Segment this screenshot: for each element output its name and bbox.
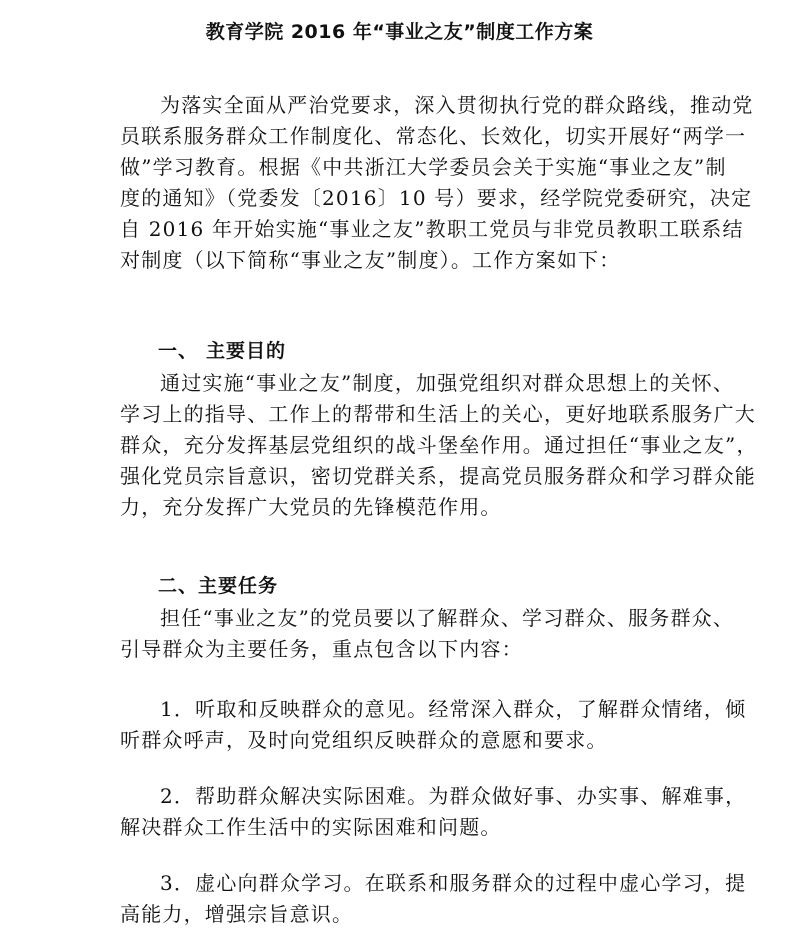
section-1-title: 主要目的 <box>206 340 287 362</box>
intro-line: 为落实全面从严治党要求，深入贯彻执行党的群众路线，推动党 <box>160 93 754 117</box>
task-item-line: 高能力，增强宗旨意识。 <box>120 902 354 926</box>
task-item-3 <box>120 868 747 930</box>
section-2-line: 担任“事业之友”的党员要以了解群众、学习群众、服务群众、 <box>160 606 735 630</box>
section-1-line: 力，充分发挥广大党员的先锋模范作用。 <box>120 495 502 519</box>
intro-paragraph <box>120 90 754 276</box>
section-1-heading <box>158 336 286 367</box>
section-1-line: 学习上的指导、工作上的帮带和生活上的关心，更好地联系服务广大 <box>120 402 756 426</box>
task-item-line: 解决群众工作生活中的实际困难和问题。 <box>120 815 502 839</box>
intro-line: 自 2016 年开始实施“事业之友”教职工党员与非党员教职工联系结 <box>120 217 744 241</box>
task-item-1 <box>120 694 747 756</box>
task-item-line: 3．虚心向群众学习。在联系和服务群众的过程中虚心学习，提 <box>160 871 747 895</box>
section-1-line: 群众，充分发挥基层党组织的战斗堡垒作用。通过担任“事业之友”， <box>120 433 758 457</box>
intro-line: 员联系服务群众工作制度化、常态化、长效化，切实开展好“两学一 <box>120 124 747 148</box>
section-2-heading: 二、主要任务 <box>158 575 279 597</box>
section-1-line: 强化党员宗旨意识，密切党群关系，提高党员服务群众和学习群众能 <box>120 464 756 488</box>
intro-line: 做”学习教育。根据《中共浙江大学委员会关于实施“事业之友”制 <box>120 155 727 179</box>
section-1-number: 一、 <box>158 340 199 362</box>
document-title: 教育学院 2016 年“事业之友”制度工作方案 <box>205 21 594 43</box>
task-item-2 <box>120 781 747 843</box>
task-item-line: 听群众呼声，及时向党组织反映群众的意愿和要求。 <box>120 728 608 752</box>
section-2-line: 引导群众为主要任务，重点包含以下内容： <box>120 637 523 661</box>
task-item-line: 1．听取和反映群众的意见。经常深入群众，了解群众情绪，倾 <box>160 697 747 721</box>
section-2-paragraph <box>120 603 735 665</box>
section-1-line: 通过实施“事业之友”制度，加强党组织对群众思想上的关怀、 <box>160 371 735 395</box>
intro-line: 对制度（以下简称“事业之友”制度）。工作方案如下： <box>120 248 621 272</box>
intro-line: 度的通知》（党委发〔2016〕10 号）要求，经学院党委研究，决定 <box>120 186 753 210</box>
section-1-paragraph <box>120 368 758 523</box>
task-item-line: 2．帮助群众解决实际困难。为群众做好事、办实事、解难事， <box>160 784 747 808</box>
